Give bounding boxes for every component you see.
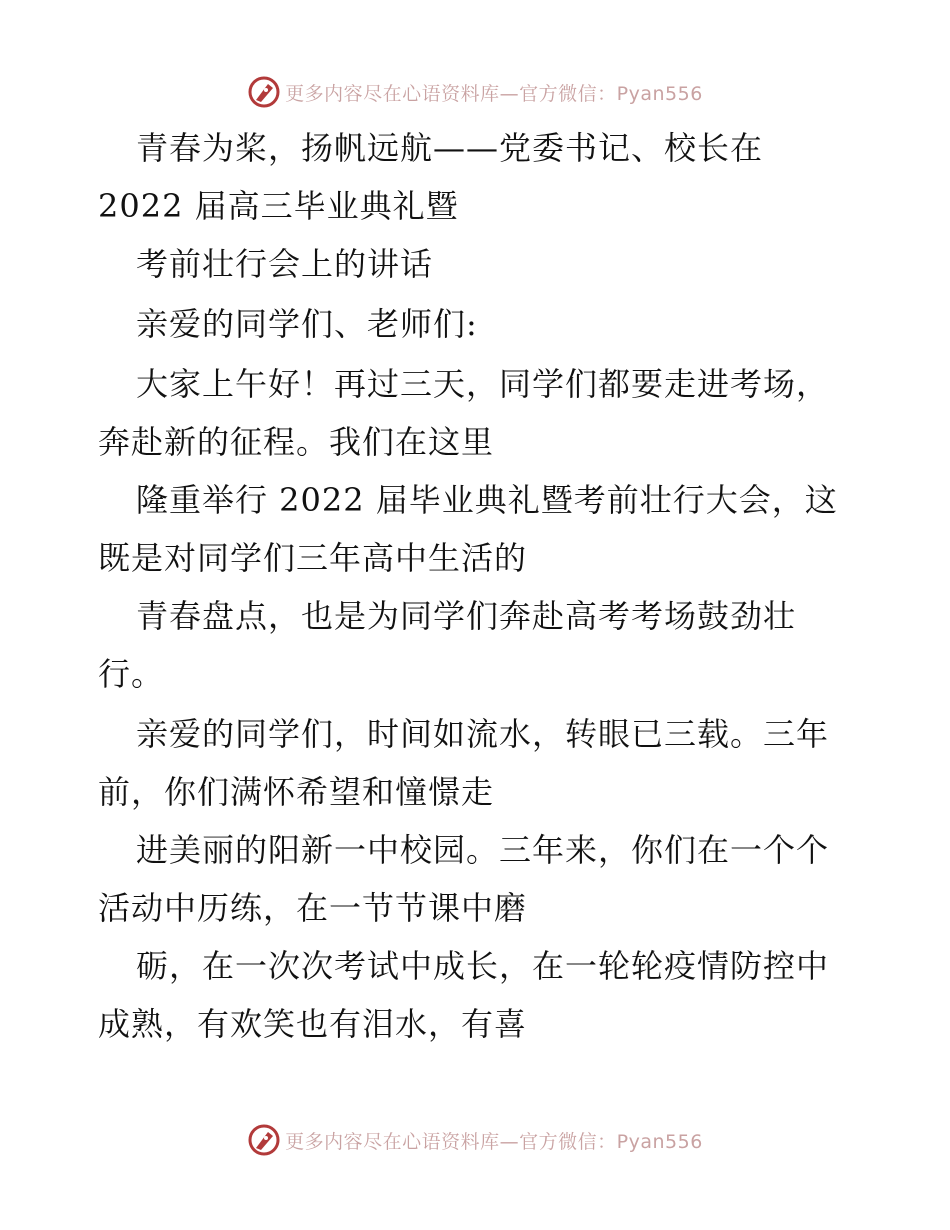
paragraph-line: 进美丽的阳新一中校园。三年来，你们在一个个	[136, 831, 830, 869]
paragraph-line: 砺，在一次次考试中成长，在一轮轮疫情防控中	[136, 947, 830, 985]
title-line-3: 考前壮行会上的讲话	[136, 245, 434, 283]
watermark-text: 更多内容尽在心语资料库—官方微信：Pyan556	[285, 82, 703, 105]
paragraph-line: 青春盘点，也是为同学们奔赴高考考场鼓劲壮	[136, 597, 797, 635]
salutation: 亲爱的同学们、老师们:	[136, 305, 478, 343]
paragraph-line: 隆重举行 2022 届毕业典礼暨考前壮行大会，这	[136, 481, 838, 519]
pen-nib-circle-icon	[247, 75, 281, 109]
paragraph-line: 亲爱的同学们，时间如流水，转眼已三载。三年	[136, 715, 830, 753]
paragraph-line: 大家上午好！再过三天，同学们都要走进考场，	[136, 365, 830, 403]
footer-watermark	[0, 1120, 950, 1160]
pen-nib-circle-icon	[247, 1123, 281, 1157]
paragraph-line: 活动中历练，在一节节课中磨	[98, 889, 528, 927]
paragraph-line: 行。	[98, 655, 165, 693]
title-line-2: 2022 届高三毕业典礼暨	[98, 187, 459, 225]
paragraph-line: 奔赴新的征程。我们在这里	[98, 423, 495, 461]
paragraph-line: 既是对同学们三年高中生活的	[98, 539, 528, 577]
paragraph-line: 前，你们满怀希望和憧憬走	[98, 773, 495, 811]
watermark-text: 更多内容尽在心语资料库—官方微信：Pyan556	[285, 1130, 703, 1153]
paragraph-line: 成熟，有欢笑也有泪水，有喜	[98, 1005, 528, 1043]
header-watermark	[0, 72, 950, 112]
title-line-1: 青春为桨，扬帆远航——党委书记、校长在	[136, 129, 764, 167]
